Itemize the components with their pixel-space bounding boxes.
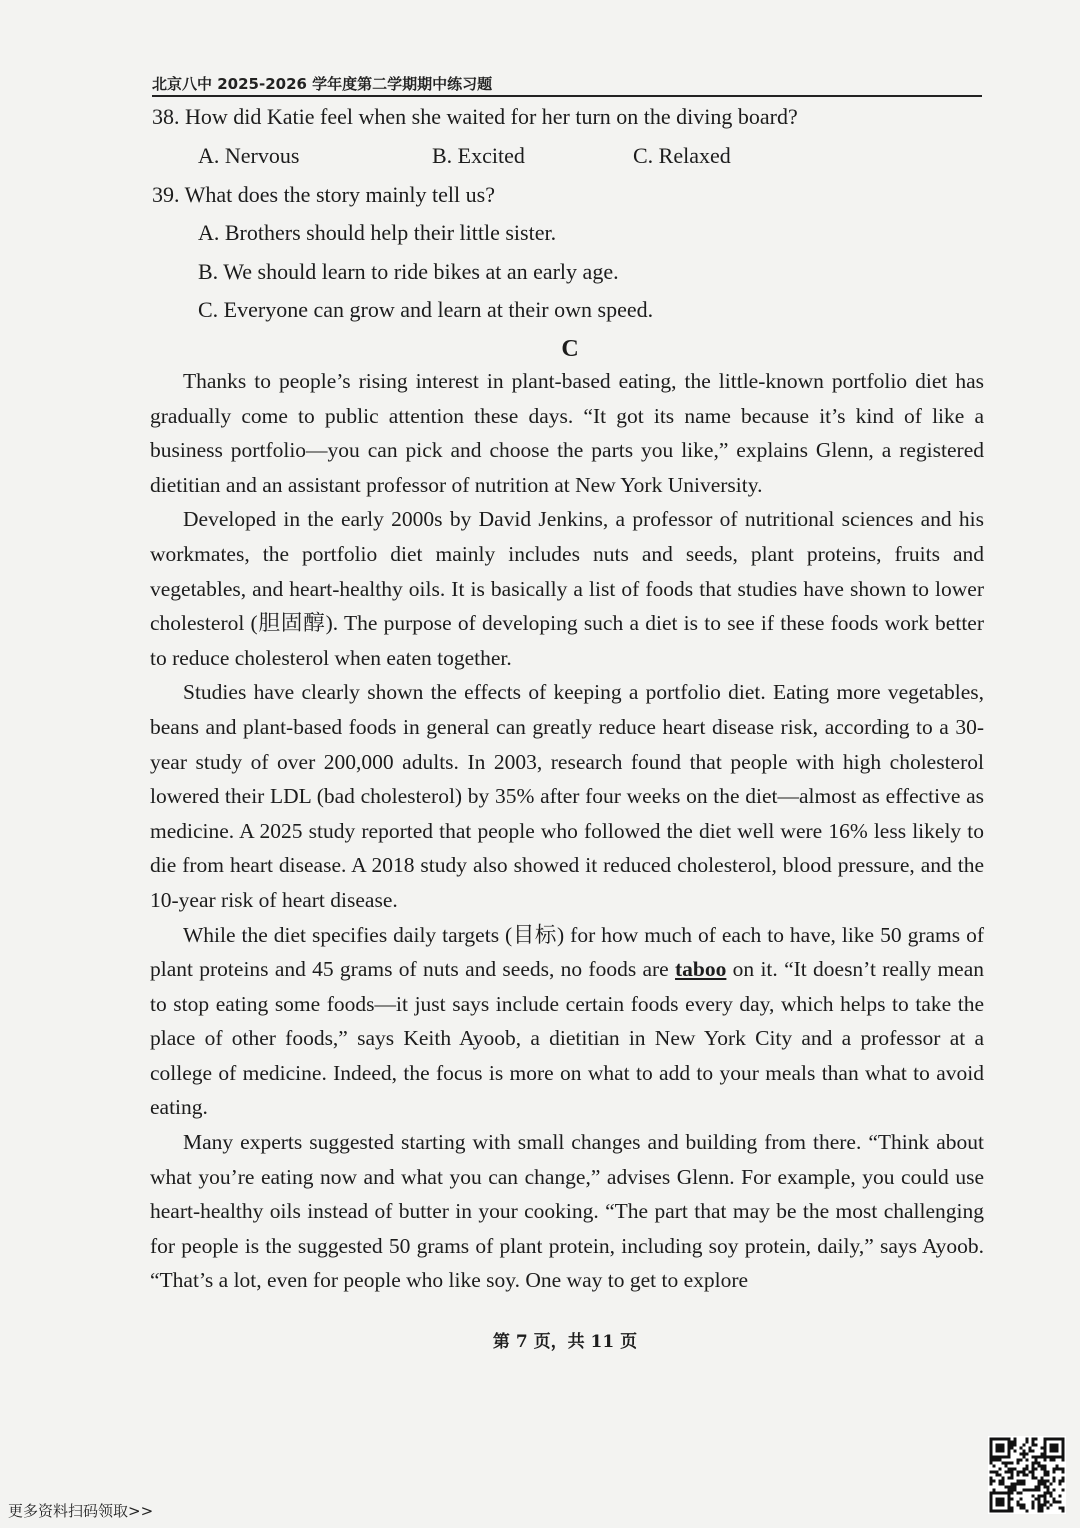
question-39-stem: 39. What does the story mainly tell us?: [152, 182, 495, 207]
question-38-stem: 38. How did Katie feel when she waited for her turn on the diving board?: [152, 104, 798, 129]
keyword-taboo: taboo: [675, 957, 727, 982]
question-39-option-c: C. Everyone can grow and learn at their own speed.: [198, 297, 654, 322]
paragraph-4-text-after: on it. “It doesn’t really mean to stop eating some foods—it just says include certain foods every day, which helps to take the place of other foods,” says Keith Ayoob, a dietitian in New York City and a professor at a college of medicine. Indeed, the focus is more on what to add to your meals than what to avoid eating.: [150, 957, 984, 1120]
passage-paragraph-1: Thanks to people’s rising interest in plant-based eating, the little-known portfolio diet has gradually come to public attention these days. “It got its name because it’s kind of like a business portfolio—you can pick and choose the parts you like,” explains Glenn, a registered dietitian and an assistant professor of nutrition at New York University.: [150, 369, 984, 497]
passage-paragraph-4: [150, 918, 984, 1126]
more-resources-link[interactable]: 更多资料扫码领取>>: [8, 1502, 154, 1520]
page-header: 北京八中 2025-2026 学年度第二学期期中练习题: [152, 73, 982, 97]
question-38-option-b: B. Excited: [432, 143, 525, 168]
question-38-option-c: C. Relaxed: [633, 143, 731, 168]
qr-code-icon: [988, 1436, 1066, 1514]
question-38-option-a: A. Nervous: [198, 143, 300, 168]
reading-passage: [150, 364, 984, 1298]
question-39-option-a: A. Brothers should help their little sister.: [198, 220, 557, 245]
passage-paragraph-2: Developed in the early 2000s by David Jenkins, a professor of nutritional sciences and his workmates, the portfolio diet mainly includes nuts and seeds, plant proteins, fruits and vegetables, and heart-healthy oils. It is basically a list of foods that studies have shown to lower cholesterol (胆固醇). The purpose of developing such a diet is to see if these foods work better to reduce cholesterol when eaten together.: [150, 507, 984, 670]
paragraph-4-text-before: While the diet specifies daily targets (目标) for how much of each to have, like 50 grams of plant proteins and 45 grams of nuts and seeds, no foods are: [150, 922, 984, 982]
page-number: 第 7 页，共 11 页: [492, 1332, 638, 1352]
passage-paragraph-5: Many experts suggested starting with small changes and building from there. “Think about what you’re eating now and what you can change,” advises Glenn. For example, you could use heart-healthy oils instead of butter in your cooking. “The part that may be the most challenging for people is the suggested 50 grams of plant protein, including soy protein, daily,” says Ayoob. “That’s a lot, even for people who like soy. One way to get to explore: [150, 1130, 984, 1293]
passage-paragraph-3: Studies have clearly shown the effects of keeping a portfolio diet. Eating more vegetables, beans and plant-based foods in general can greatly reduce heart disease risk, according to a 30-year study of over 200,000 adults. In 2003, research found that people with high cholesterol lowered their LDL (bad cholesterol) by 35% after four weeks on the diet—almost as effective as medicine. A 2025 study reported that people who followed the diet well were 16% less likely to die from heart disease. A 2018 study also showed it reduced cholesterol, blood pressure, and the 10-year risk of heart disease.: [150, 680, 984, 912]
section-letter: C: [561, 336, 579, 362]
question-39-option-b: B. We should learn to ride bikes at an early age.: [198, 259, 619, 284]
